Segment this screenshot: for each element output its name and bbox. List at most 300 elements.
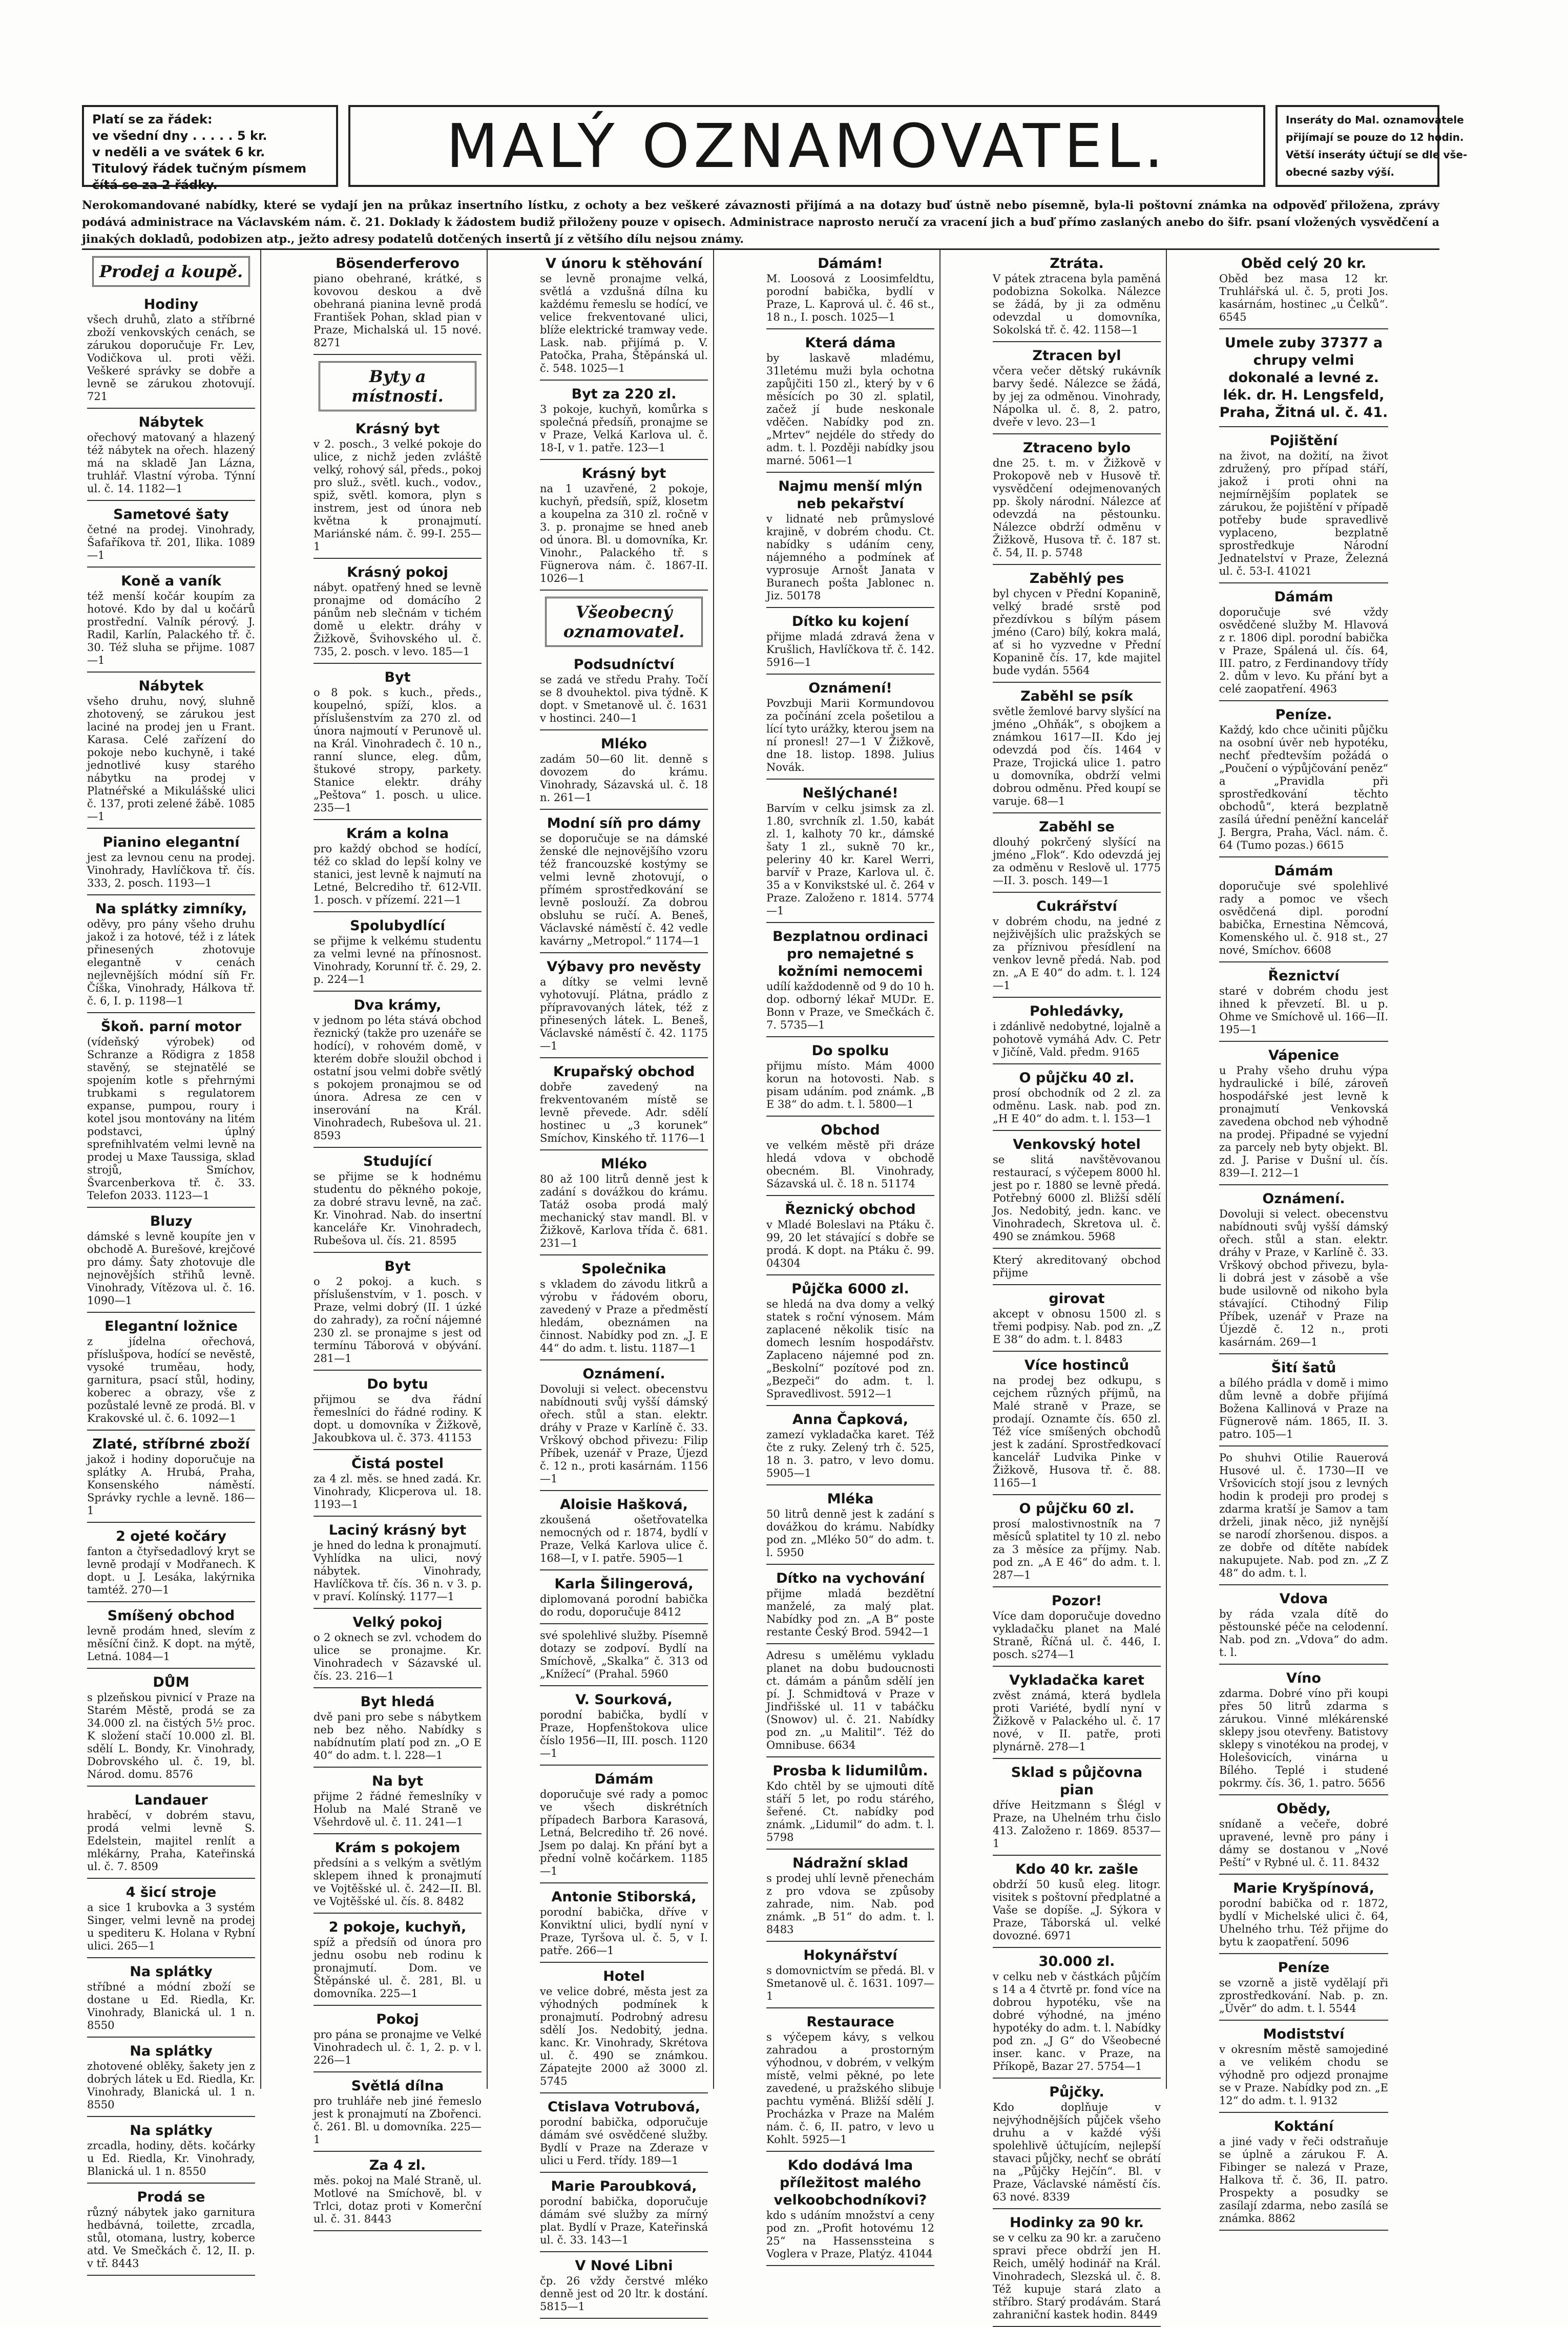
classified-ad: [1219, 962, 1388, 1042]
classified-ad: [87, 1208, 255, 1313]
ad-heading: O půjčku 60 zl.: [1019, 1501, 1135, 1517]
ad-body: porodní babička, bydlí v Praze, Hopfenštokova ulice číslo 1956—II, III. posch. 1120—1: [540, 1709, 708, 1759]
classified-ad: [766, 1485, 934, 1565]
classified-ad: [766, 1406, 934, 1485]
ad-heading: Která dáma: [805, 335, 896, 351]
classified-ad: [766, 1037, 934, 1117]
ad-body: se vzorně a jistě vydělají při zprostředkování. Nab. p. zn. „Úvěr“ do adm. t. l. 5544: [1219, 1977, 1388, 2015]
ad-body: a bílého prádla v domě i mimo dům levně a dobře přijímá Božena Kallinová v Praze na Fügnerově nám. 1865, II. 3. patro. 105—1: [1219, 1377, 1388, 1440]
ad-body: se přijme se k hodnému studentu do pěkného pokoje, za dobré stravu levně, na zač. Kr. Vinohrad. Nab. do insertní kanceláře Kr. Vinohradech, Rubešova ul. čís. 21. 8595: [313, 1170, 482, 1247]
ad-heading: Na splátky: [130, 2043, 213, 2059]
classified-ad: [313, 415, 482, 559]
ad-heading: Dámám: [1274, 863, 1333, 879]
ad-body: doporučuje své rady a pomoc ve všech diskrétních případech Barbora Karasová, Letná, Belcrediho tř. 26 nové. Jsem po dalaj. Kn přání byt a přední volně kočárkem. 1185—1: [540, 1788, 708, 1877]
ad-body: pro truhláře neb jiné řemeslo jest k pronajmutí na Zbořenci. č. 261. Bl. u domovníka. 225—1: [313, 2095, 482, 2146]
ad-heading: Půjčka 6000 zl.: [791, 1281, 909, 1297]
ad-heading: Bluzy: [150, 1213, 193, 1229]
ad-body: zhotovené oblěky, šakety jen z dobrých látek u Ed. Riedla, Kr. Vinohrady, Blanická ul. 1 n. 8550: [87, 2060, 255, 2111]
ad-body: dobře zavedený na frekventovaném místě se levně převede. Adr. sdělí hostinec u „3 korunek“ Smíchov, Kinského tř. 1176—1: [540, 1081, 708, 1144]
ad-body: 3 pokoje, kuchyň, komůrka s společná předsíň, pronajme se v Praze, Velká Karlova ul. č. 18-I, v 1. patře. 123—1: [540, 403, 708, 454]
ad-heading: Pozor!: [1051, 1593, 1102, 1609]
classified-ad: [313, 2152, 482, 2231]
ad-heading: Více hostinců: [1024, 1357, 1130, 1373]
classified-ad: [993, 893, 1161, 998]
classified-ad: [766, 780, 934, 923]
ad-heading: Mléka: [827, 1491, 874, 1507]
ad-heading: Výbavy pro nevěsty: [547, 959, 701, 975]
classified-ad: [87, 2184, 255, 2276]
classified-ad: [993, 434, 1161, 565]
ad-heading: Pianino elegantní: [102, 834, 240, 850]
classified-ad: [540, 2093, 708, 2173]
classified-ad: [766, 1942, 934, 2008]
classified-ad: [766, 2008, 934, 2152]
ad-heading: Ctislava Votrubová,: [547, 2099, 701, 2115]
ad-heading: Ztracen byl: [1032, 348, 1121, 364]
price-line: ve všední dny . . . . . 5 kr.: [92, 129, 267, 143]
classified-ad: [1219, 329, 1388, 427]
ad-heading: Modní síň pro dámy: [547, 815, 701, 831]
ad-heading: Krám a kolna: [346, 826, 449, 842]
classified-ad: [1219, 701, 1388, 857]
classified-ad: [993, 1352, 1161, 1495]
classified-ad: [766, 923, 934, 1037]
ad-body: a sice 1 krubovka a 3 systém Singer, velmi levně na prodej u spediteru K. Holana v Rybní ulici. 265—1: [87, 1901, 255, 1952]
ad-heading: V únoru k stěhování: [546, 256, 702, 271]
ad-body: Adresu s umělému vykladu planet na dobu budoucnosti ct. dámám a pánům sdělí jen pí. J. Schmidtová v Praze v Jindřišské ul. 11 v tabáčku (Snowov) ul. č. 21. Nabídky pod zn. „u Malitil“. Též do Omnibuse. 6634: [766, 1649, 934, 1751]
ad-heading: Koně a vaník: [121, 573, 221, 589]
classified-ad: [1219, 583, 1388, 701]
ad-heading: Dámám: [594, 1771, 654, 1787]
ad-body: na život, na dožití, na život združený, pro případ stáří, jakož i proti ohni na nejmírnějším poplatek se zárukou, že pojištění v případě potřeby bude spravedlivě vyplaceno, bezplatně sprostředkuje Národní Jednatelství v Praze, Železná ul. č. 53-I. 41021: [1219, 450, 1388, 577]
classified-ad: [313, 1688, 482, 1768]
ad-heading: Ztraceno bylo: [1022, 440, 1131, 456]
ad-body: porodní babička, dříve v Konviktní ulici, bydlí nyní v Praze, Tyršova ul. č. 5, v I. patře. 266—1: [540, 1906, 708, 1957]
ad-body: s prodej uhlí levně přenechám z pro vdova se způsoby zahrade, nim. Nab. pod známk. „B 51“ do adm. t. l. 8483: [766, 1872, 934, 1936]
classified-ad: [993, 2209, 1161, 2327]
ad-body: prosí obchodník od 2 zl. za odměnu. Lask. nab. pod zn. „H E 40“ do adm. t. l. 153—1: [993, 1087, 1161, 1125]
ad-heading: Dva krámy,: [353, 997, 442, 1013]
ad-body: Který akreditovaný obchod přijme: [993, 1254, 1161, 1279]
classified-ad: [766, 1644, 934, 1757]
ad-body: 50 litrů denně jest k zadání s dovážkou do krámu. Nabídky pod zn. „Mléko 50“ do adm. t. l. 5950: [766, 1508, 934, 1559]
ad-body: četné na prodej. Vinohrady, Šafaříkova tř. 201, Ilika. 1089—1: [87, 523, 255, 561]
ad-body: kdo s udáním množství a ceny pod zn. „Profit hotovému 12 25“ na Hassenssteina s Voglera v Praze, Platýz. 41044: [766, 2209, 934, 2260]
ad-heading: Oznámení.: [582, 1366, 665, 1382]
ad-body: dvě pani pro sebe s nábytkem neb bez něho. Nabídky s nabídnutím platí pod zn. „O E 40“ do adm. t. l. 228—1: [313, 1711, 482, 1762]
classified-ad: [993, 1249, 1161, 1285]
classified-ad: [313, 912, 482, 992]
ad-body: nábyt. opatřený hned se levně pronajme od domácího 2 pánům neb slečnám v tichém domě u elektr. dráhy v Žižkově, Švihovského ul. č. 735, 2. posch. v levo. 185—1: [313, 581, 482, 658]
ad-body: své spolehlivé služby. Písemně dotazy se zodpoví. Bydlí na Smíchově, „Skalka“ č. 313 od „Knížecí“ (Prahal. 5960: [540, 1629, 708, 1680]
classified-ad: [540, 1255, 708, 1360]
ad-body: se doporučuje se na dámské ženské dle nejnovějšího vzoru též francouzské kostýmy se velmi levně zhotovují, o přímém sprostředkování se levně poslouží. Za dobrou obsluhu se ručí. A. Beneš, Václavské náměstí č. 42 vedle kavárny „Metropol.“ 1174—1: [540, 832, 708, 947]
classified-ad: [993, 565, 1161, 683]
ad-body: hraběcí, v dobrém stavu, prodá velmi levně S. Edelstein, majitel renlít a mlékárny, Praha, Kateřinská ul. č. 7. 8509: [87, 1809, 255, 1873]
ad-body: porodní babička od r. 1872, bydlí v Michelské ulici č. 64, Uhelného trhu. Též přijme do bytu k zaopatření. 5096: [1219, 1897, 1388, 1948]
ad-heading: Byt za 220 zl.: [571, 386, 677, 402]
classified-ad: [313, 1253, 482, 1371]
classified-ad: [993, 1856, 1161, 1948]
ad-body: by ráda vzala dítě do pěstounské péče na celodenní. Nab. pod zn. „Vdova“ do adm. t. l.: [1219, 1608, 1388, 1659]
classified-ad: [1219, 1185, 1388, 1354]
ad-heading: Řeznictví: [1268, 968, 1340, 984]
classified-ad: [87, 1669, 255, 1787]
ad-heading: Vápenice: [1268, 1047, 1340, 1063]
classified-ad: [1219, 1875, 1388, 1954]
ad-heading: Karla Šilingerová,: [554, 1576, 694, 1592]
ad-heading: Obědy,: [1277, 1801, 1331, 1817]
classified-ad: [1219, 1354, 1388, 1446]
classified-ad: [313, 1768, 482, 1834]
ad-heading: Umele zuby 37377 a chrupy velmi dokonalé a levné z. lék. dr. H. Lengsfeld, Praha, Žitná ul. č. 41.: [1219, 335, 1388, 421]
ad-heading: Venkovský hotel: [1013, 1137, 1141, 1152]
ad-heading: Dámám!: [818, 256, 883, 271]
ad-body: zamezí vykladačka karet. Též čte z ruky. Zelený trh č. 525, 18 n. 3. patro, v levo domu. 5905—1: [766, 1429, 934, 1479]
ad-heading: Na splátky: [130, 1964, 213, 1980]
classified-ad: [993, 683, 1161, 813]
classified-ad: [766, 608, 934, 675]
ad-body: 80 až 100 litrů denně jest k zadání s dovážkou do krámu. Tatáž osoba prodá malý mechanický stav mandl. Bl. v Žižkově, Karlova třída č. 681. 231—1: [540, 1173, 708, 1249]
ad-heading: Společnika: [581, 1261, 666, 1277]
ad-heading: Krásný byt: [581, 466, 666, 481]
section-heading: Prodej a koupě.: [92, 256, 250, 287]
classified-ad: [1219, 2113, 1388, 2231]
insertion-info-box: [1276, 105, 1468, 187]
ad-heading: Pokoj: [376, 2011, 419, 2027]
ad-heading: Krásný pokoj: [347, 564, 448, 580]
ad-heading: Oběd celý 20 kr.: [1241, 256, 1367, 271]
ad-body: i zdánlivě nedobytné, lojalně a pohotově vymáhá Adv. C. Petr v Jičíně, Vald. předm. 9165: [993, 1020, 1161, 1058]
classified-ad: [87, 1431, 255, 1523]
classified-ad: [540, 1624, 708, 1686]
ad-body: Oběd bez masa 12 kr. Truhlářská ul. č. 5, proti Jos. kasárnám, hostinec „u Čelků“. 6545: [1219, 272, 1388, 323]
ad-body: zvěst známá, která bydlela proti Variété, bydlí nyní v Žižkově v Palackého ul. č. 17 nové, v II. patře, proti plynárně. 278—1: [993, 1689, 1161, 1753]
ad-body: zrcadla, hodiny, děts. kočárky u Ed. Riedla, Kr. Vinohrady, Blanická ul. 1 n. 8550: [87, 2140, 255, 2177]
ad-heading: Velký pokoj: [352, 1615, 443, 1630]
ad-heading: Smíšený obchod: [107, 1608, 235, 1624]
classified-ad: [766, 329, 934, 473]
ad-heading: Víno: [1286, 1670, 1321, 1686]
ad-heading: Hodinky za 90 kr.: [1010, 2215, 1144, 2231]
ad-body: v jednom po léta stává obchod řeznický (takže pro uzenáře se hodící), v rohovém domě, v kterém dobře sloužil obchod i ostatní jsou velmi dobře světlý s pokojem pronajmou se od února. Adresa ze cen v inserování na Král. Vinohradech, Rubešova ul. 21. 8593: [313, 1014, 482, 1142]
info-line: přijímají se pouze do 12 hodin.: [1286, 131, 1464, 143]
ad-body: oděvy, pro pány všeho druhu jakož i za hotové, též i z látek přinesených zhotovuje elegantně v cenách nejlevnějších módní síň Fr. Číška, Vinohrady, Hálkova tř. č. 6, I. p. 1198—1: [87, 918, 255, 1007]
ad-body: Barvím v celku jsimsk za zl. 1.80, svrchník zl. 1.50, kabát zl. 1, kalhoty 70 kr., dámské šaty 1 zl., sukně 70 kr., peleriny 40 kr. Karel Werri, barvíř v Praze, Karlova ul. č. 35 a v Konvikstské ul. č. 264 v Praze. Založeno r. 1814. 5774—1: [766, 802, 934, 917]
ad-heading: Marie Paroubková,: [551, 2178, 697, 2194]
classified-ad: [313, 1609, 482, 1688]
ad-heading: Aloisie Hašková,: [560, 1497, 688, 1513]
ad-heading: Spolubydlící: [350, 918, 445, 934]
ad-body: s domovnictvím se předá. Bl. v Smetanově ul. č. 1631. 1097—1: [766, 1964, 934, 2002]
classified-ad: [1219, 1446, 1388, 1585]
section-heading: Všeobecný oznamovatel.: [545, 597, 703, 647]
ad-body: Každý, kdo chce učiniti půjčku na osobní úvěr neb hypotéku, nechť předtevším požádá o „Poučení o výpůjčování peněz“ a „Pravidla při sprostředkování těchto obchodů“, která bezplatně zasílá úřední peněžní kancelář J. Bergra, Praha, Václ. nám. č. 64 (Tumo pozas.) 6615: [1219, 724, 1388, 851]
classified-ad: [313, 559, 482, 664]
ad-heading: Cukrářství: [1036, 898, 1117, 914]
ad-heading: Studující: [363, 1154, 432, 1169]
ad-body: přijme 2 řádné řemeslníky v Holub na Malé Straně ve Všehrdově ul. č. 11. 241—1: [313, 1790, 482, 1828]
ad-body: přijmu místo. Mám 4000 korun na hotovosti. Nab. s pisam udáním. pod známk. „B E 38“ do adm. t. l. 5800—1: [766, 1060, 934, 1110]
ad-heading: O půjčku 40 zl.: [1019, 1070, 1135, 1086]
classified-ad: [87, 1879, 255, 1958]
ad-body: Dovoluji si velect. obecenstvu nabídnouti svůj vyšší dámský ořech. stůl a stan. elektr. dráhy v Praze, v Karlíně č. 33. Vrškový obchod přivezu, byla-li dobrá jest v zásobě a vše bude usilovně od nikoho byla stávající. Ctihodný Filip Příbek, uzenář v Praze na Újezdě č. 12 n., proti kasárnám. 269—1: [1219, 1208, 1388, 1348]
ad-body: diplomovaná porodní babička do rodu, doporučuje 8412: [540, 1593, 708, 1618]
ad-body: o 2 oknech se zvl. vchodem do ulice se pronajme. Kr. Vinohradech v Sázavské ul. čís. 23. 216—1: [313, 1631, 482, 1682]
classified-ad: [540, 460, 708, 591]
ad-heading: Nádražní sklad: [792, 1855, 909, 1871]
ad-body: by laskavě mladému, 31letému muži byla ochotna zapůjčiti 150 zl., který by v 6 měsících po 30 zl. splatil, začež jí bude neskonale vděčen. Nabídky pod zn. „Mrtev“ nejdéle do středy do adm. t. l. Později nabídky jsou marné. 5061—1: [766, 352, 934, 467]
ad-heading: Řeznický obchod: [785, 1202, 916, 1218]
ad-body: stříbné a módní zboží se dostane u Ed. Riedla, Kr. Vinohrady, Blanická ul. 1 n. 8550: [87, 1981, 255, 2031]
ad-heading: Ztráta.: [1050, 256, 1104, 271]
classified-ad: [540, 1150, 708, 1255]
classified-ad: [1219, 1665, 1388, 1795]
ad-heading: Krám s pokojem: [334, 1840, 461, 1856]
ad-heading: Koktání: [1273, 2119, 1334, 2134]
ad-heading: Zaběhl se psík: [1020, 688, 1133, 704]
classified-ad: [540, 953, 708, 1058]
ad-heading: Na byt: [371, 1773, 424, 1789]
ad-body: Kdo chtěl by se ujmouti dítě stáří 5 let, po rodu stárého, šeřené. Ct. nabídky pod známk. „Lidumil“ do adm. t. l. 5798: [766, 1780, 934, 1843]
classified-columns: [82, 250, 1439, 2321]
ad-body: akcept v obnosu 1500 zl. s třemi podpisy. Nab. pod zn. „Z E 38“ do adm. t. l. 8483: [993, 1308, 1161, 1346]
ad-body: přijme mladá bezdětní manželé, za malý plat. Nabídky pod zn. „A B“ poste restante Český Brod. 5942—1: [766, 1587, 934, 1638]
ad-heading: Dítko na vychování: [776, 1570, 925, 1586]
classified-ad: [87, 1013, 255, 1208]
classified-ad: [313, 1450, 482, 1517]
ad-body: všech druhů, zlato a stříbrné zboží venkovských cenách, se zárukou doporučuje Fr. Lev, Vodičkova ul. proti věži. Veškeré správky se dobře a levně se zárukou zhotovují. 721: [87, 313, 255, 403]
ad-body: udílí každodenně od 9 do 10 h. dop. odborný lékař MUDr. E. Bonn v Praze, ve Smečkách č. 7. 5735—1: [766, 980, 934, 1031]
column-1: [82, 250, 261, 2270]
ad-body: v lidnaté neb průmyslové krajině, v dobrém chodu. Ct. nabídky s udáním ceny, nájemného a podmínek ať vyprosuje Arnošt Janata v Buranech pošta Jablonec n. Jiz. 50178: [766, 513, 934, 602]
ad-heading: Zlaté, stříbrné zboží: [92, 1436, 250, 1452]
ad-body: porodní babička, doporučuje dámám své služby za mírný plat. Bydlí v Praze, Kateřinská ul. č. 33. 143—1: [540, 2195, 708, 2246]
ad-body: za 4 zl. měs. se hned zadá. Kr. Vinohrady, Klicperova ul. 18. 1193—1: [313, 1473, 482, 1511]
ad-body: zkoušená ošetřovatelka nemocných od r. 1874, bydlí v Praze, Velká Karlova ulice č. 168—I, v I. patře. 5905—1: [540, 1514, 708, 1564]
classified-ad: [993, 1948, 1161, 2079]
administration-notice: [82, 197, 1439, 250]
ad-body: porodní babička, odporučuje dámám své osvědčené služby. Bydlí v Praze na Zderaze v ulici u Ferd. třídy. 189—1: [540, 2116, 708, 2167]
ad-body: se přijme k velkému studentu za velmi levné na přínosnost. Vinohrady, Korunní tř. č. 29, 2. p. 224—1: [313, 935, 482, 986]
ad-body: s plzeňskou pivnicí v Praze na Starém Městě, prodá se za 34.000 zl. na čistých 5½ proc. K složení stačí 10.000 zl. Bl. sdělí L. Bondy, Kr. Vinohrady, Dobrovského ul. č. 19, bl. Národ. domu. 8576: [87, 1691, 255, 1780]
ad-body: na prodej bez odkupu, s cejchem různých příjmů, na Malé straně v Praze, se prodají. Oznamte čís. 650 zl. Též více smíšených obchodů jest k zadání. Sprostředkovací kancelář Ludvika Pinke v Žižkově, Husova tř. č. 88. 1165—1: [993, 1374, 1161, 1489]
classified-ad: [993, 1131, 1161, 1249]
classified-ad: [993, 1587, 1161, 1667]
classified-ad: [1219, 2021, 1388, 2113]
classified-ad: [313, 1371, 482, 1450]
classified-ad: [540, 1570, 708, 1624]
ad-body: Více dam doporučuje dovedno vykladačku planet na Malé Straně, Říčná ul. č. 446, I. posch. s274—1: [993, 1610, 1161, 1661]
page-title: MALÝ OZNAMOVATEL.: [446, 111, 1168, 181]
classified-ad: [1219, 857, 1388, 962]
ad-body: je hned do ledna k pronajmutí. Vyhlídka na ulici, nový nábytek. Vinohrady, Havlíčkova tř. čís. 36 n. v 3. p. v praví. Kolínský. 1177—1: [313, 1539, 482, 1603]
classified-ad: [87, 1523, 255, 1602]
classified-ad: [87, 2038, 255, 2117]
ad-body: v dobrém chodu, na jedné z nejživějších ulic pražských se za příznivou přesídlení na venkov levně předá. Nab. pod zn. „A E 40“ do adm. t. l. 124—1: [993, 915, 1161, 992]
classified-ad: [313, 2072, 482, 2152]
ad-heading: Čistá postel: [351, 1456, 444, 1472]
column-5: [988, 250, 1167, 2321]
ad-body: piano obehrané, krátké, s kovovou deskou a dvě obehraná pianina levně prodá František Pohan, sklad pian v Praze, Michalská ul. 15 nové. 8271: [313, 272, 482, 349]
price-line: čítá se za 2 řádky.: [92, 178, 218, 192]
ad-heading: Do spolku: [811, 1043, 889, 1059]
classified-ad: [540, 250, 708, 381]
ad-body: doporučuje své spolehlivé rady a pomoc ve všech osvědčená dipl. porodní babička, Ernestina Němcová, Komenského ul. č. 918 st., 27 nové, Smíchov. 6608: [1219, 880, 1388, 956]
ad-body: fanton a čtyřsedadlový kryt se levně prodají v Modřanech. K dopt. u J. Lesáka, lakýrnika tamtéž. 270—1: [87, 1545, 255, 1596]
ad-body: ve velice dobré, města jest za výhodných podmínek k pronajmutí. Podrobný adresu sdělí Jos. Nedobitý, jedna. kanc. Kr. Vinohrady, Skrétova ul. č. 490 se známkou. Zápatejte 2000 až 3000 zl. 5745: [540, 1985, 708, 2087]
ad-heading: girovat: [1049, 1291, 1105, 1307]
ad-heading: Pojištění: [1269, 433, 1338, 449]
classified-ad: [993, 813, 1161, 893]
classified-ad: [313, 820, 482, 912]
ad-heading: Pohledávky,: [1030, 1003, 1124, 1019]
ad-body: též menší kočár koupím za hotové. Kdo by dal u kočárů prostřední. Valník pérový. J. Radil, Karlín, Palackého tř. č. 30. Též sluha se přijme. 1087—1: [87, 590, 255, 666]
ad-body: dne 25. t. m. v Žižkově v Prokopově neb v Husově tř. vysvědčení odejmenovaných pp. školy národní. Nálezce ať odevzdá na pěstounku. Nálezce obdrží odměnu v Žižkově, Husova tř. č. 187 st. č. 54, II. p. 5748: [993, 457, 1161, 559]
masthead: [82, 105, 1468, 195]
ad-body: V pátek ztracena byla paměná podobizna Sokolka. Nálezce se žádá, by ji za odměnu odevzdal u domovníka, Sokolská tř. č. 42. 1158—1: [993, 272, 1161, 336]
ad-heading: Světlá dílna: [351, 2078, 444, 2094]
classified-ad: [313, 2006, 482, 2072]
ad-heading: Prosba k lidumilům.: [772, 1763, 928, 1779]
ad-heading: Podsudníctví: [573, 657, 675, 673]
classified-ad: [766, 1757, 934, 1850]
price-line: v neděli a ve svátek 6 kr.: [92, 145, 265, 159]
ad-heading: Do bytu: [367, 1376, 428, 1392]
classified-ad: [313, 992, 482, 1148]
ad-body: u Prahy všeho druhu výpa hydraulické i bílé, zároveň hospodářské jest levně k pronajmutí Venkovská zavedena obchod neb výhodně na prodej. Připadné se vyjední za parcely neb byty objekt. Bl. zd. J. Parise v Dušní ul. čís. 839—I. 212—1: [1219, 1064, 1388, 1179]
info-line: Inseráty do Mal. oznamovatele: [1286, 114, 1464, 126]
ad-body: prosí malostivnostník na 7 měsíců splatitel ty 10 zl. nebo za 3 měsíce za příjmy. Nab. pod zn. „A E 46“ do adm. t. l. 287—1: [993, 1518, 1161, 1581]
ad-body: dlouhý pokrčený slyšící na jméno „Flok“. Kdo odevzdá jej za odměnu v Reslově ul. 1775—II. 3. posch. 149—1: [993, 836, 1161, 887]
classified-ad: [87, 568, 255, 673]
ad-heading: Vykladačka karet: [1009, 1672, 1144, 1688]
ad-body: M. Loosová z Loosimfeldtu, porodní babička, bydlí v Praze, L. Kaprová ul. č. 46 st., 18 n., I. posch. 1025—1: [766, 272, 934, 323]
ad-body: Povzbuji Marii Kormundovou za počínání zcela pošetilou a lící tyto urážky, kterou jsem na ní pronesl! 27—1 V Žižkově, dne 18. listop. 1898. Julius Novák.: [766, 697, 934, 773]
ad-body: ořechový matovaný a hlazený též nábytek na ořech. hlazený má na skladě Jan Lázna, truhlář. Vlastní výroba. Týnní ul. č. 14. 1182—1: [87, 431, 255, 495]
ad-heading: Dítko ku kojení: [791, 614, 909, 630]
ad-body: o 8 pok. s kuch., předs., koupelnó, spíží, klos. a příslušenstvím za 270 zl. od února najmoutí v Perunově ul. na Král. Vinohradech č. 10 n., ranní slunce, eleg. dům, štukové stropy, parkety. Stanice elektr. dráhy „Peštova“ 1. posch. u ulice. 235—1: [313, 686, 482, 814]
classified-ad: [87, 1787, 255, 1879]
ad-heading: Peníze: [1278, 1960, 1330, 1976]
classified-ad: [993, 250, 1161, 342]
classified-ad: [540, 2173, 708, 2252]
classified-ad: [766, 1565, 934, 1644]
price-box: [82, 105, 338, 192]
ad-body: Po shuhvi Otilie Rauerová Husové ul. č. 1730—II ve Vršovicích stojí jsou z levných hodin k prodeji pro prodej s zdarma kratší je Samov a tam drželi, jinak něco, již nynější se narodí zhoršenou. dispos. a ze dobře od dítěte nabídek nakupujete. Nab. pod zn. „Z Z 48“ do adm. t. l.: [1219, 1452, 1388, 1579]
ad-body: pro každý obchod se hodící, též co sklad do lepší kolny ve stanici, jest levně k najmutí na Letné, Belcrediho tř. 612-VII. 1. posch. v přízemí. 221—1: [313, 843, 482, 906]
ad-heading: Antonie Stiborská,: [551, 1889, 697, 1905]
ad-body: Kdo doplňuje v nejvýhodnějších půjček všeho druhu a v každé výši spolehlivě účtujícím, nejlepší stavaci půjčky, nechť se obrátí na „Půjčky Hejčín“. Bl. v Praze, Václavské náměstí čís. 63 nové. 8339: [993, 2101, 1161, 2203]
ad-body: doporučuje své vždy osvědčené služby M. Hlavová z r. 1806 dipl. porodní babička v Praze, Spálená ul. čís. 64, III. patro, z Ferdinandovy třídy 2. dům v levo. Ku přání byt a celé zaopatření. 4963: [1219, 606, 1388, 695]
ad-heading: Šití šatů: [1271, 1360, 1336, 1376]
classified-ad: [87, 1958, 255, 2038]
classified-ad: [540, 1686, 708, 1766]
ad-heading: Vdova: [1279, 1591, 1328, 1607]
classified-ad: [993, 1667, 1161, 1759]
ad-heading: Laciný krásný byt: [328, 1522, 467, 1538]
ad-heading: Zaběhl se: [1039, 819, 1115, 835]
classified-ad: [766, 1275, 934, 1406]
classified-ad: [993, 1495, 1161, 1587]
ad-heading: Za 4 zl.: [369, 2157, 426, 2173]
ad-body: se v celku za 90 kr. a zaručeno spravi přece obdrží jen H. Reich, umělý hodinář na Král. Vinohradech, Slezská ul. č. 8. Též kupuje stará zlato a stříbro. Starý prodávám. Stará zahraniční kastek hodin. 8449: [993, 2232, 1161, 2321]
ad-body: byl chycen v Přední Kopanině, velký bradé srstě pod přezdívkou s bílým pásem jméno (Caro) bílý, kokra malá, ať si ho vyzvedne v Přední Kopanině čís. 17, kde majitel bude vydán. 5564: [993, 588, 1161, 677]
notice-text: Nerokomandované nabídky, které se vydají jen na průkaz insertního lístku, z ochoty a bez veškeré závaznosti přijímá a na dotazy buď ústně nebo písemně, byla-li poštovní známka na odpověď přiložena, zprávy podává administrace na Václavském nám. č. 21. Doklady k žádostem budiž přiloženy pouze v opisech. Administrace naprosto neručí za vracení jich a buď přímo zaslaných anebo do šifr. psaní vložených vysvědčení a jinakých dokladů, podobizen atp., ježto adresy podatelů dotčených insertů jí z většího dílu nejsou známy.: [82, 199, 1439, 246]
ad-body: měs. pokoj na Malé Straně, ul. Motlové na Smíchově, bl. v Trlci, dotaz proti v Komerční ul. č. 31. 8443: [313, 2174, 482, 2225]
classified-ad: [87, 1313, 255, 1431]
classified-ad: [766, 1850, 934, 1942]
ad-body: různý nábytek jako garnitura hedbávná, toilette, zrcadla, stůl, otomana, lustry, koberce atd. Ve Smečkách č. 12, II. p. v tř. 8443: [87, 2206, 255, 2270]
ad-heading: Elegantní ložnice: [104, 1318, 238, 1334]
ad-body: pro pána se pronajme ve Velké Vinohradech ul. č. 1, 2. p. v l. 226—1: [313, 2028, 482, 2066]
ad-heading: Nábytek: [138, 678, 204, 694]
classified-ad: [993, 2079, 1161, 2209]
ad-body: přijmou se dva řádní řemeslníci do řádné rodiny. K dopt. u domovníka v Žižkově, Jakoubkova ul. č. 373. 41153: [313, 1393, 482, 1444]
ad-heading: Zaběhlý pes: [1029, 571, 1124, 586]
ad-body: s vkladem do závodu litkrů a výrobu v řádovém oboru, zavedený v Praze a předměstí hledám, obeznámen na činnost. Nabídky pod zn. „J. E 44“ do adm. t. listu. 1187—1: [540, 1278, 708, 1354]
classified-ad: [87, 291, 255, 409]
ad-body: a jiné vady v řeči odstraňuje se úplně a zárukou F. A. Fibinger se nalezá v Praze, Halkova tř. č. 36, II. patro. Prospekty a posudky se zasílají zdarma, nebo zasílá se známka. 8862: [1219, 2135, 1388, 2225]
classified-ad: [313, 664, 482, 820]
ad-body: snídaně a večeře, dobré upravené, levně pro pány i dámy se dostanou v „Nové Peští“ v Rybné ul. č. 11. 8432: [1219, 1818, 1388, 1869]
ad-body: o 2 pokoj. a kuch. s příslušenstvím, v 1. posch. v Praze, velmi dobrý (II. 1 úzké do zahrady), za roční nájemné 230 zl. se pronajme s jest od termínu Táborová v obývání. 281—1: [313, 1275, 482, 1365]
ad-heading: Půjčky.: [1049, 2084, 1104, 2100]
ad-body: v celku neb v částkách půjčím s 14 a 4 čtvrtě pr. fond více na dobrou hypotéku, vše na dobré výhodné, na jméno hypotéky do adm. t. l. Nabídky pod zn. „J G“ do Všeobecné inser. kanc. v Praze, na Příkopě, Bazar 27. 5754—1: [993, 1970, 1161, 2072]
classified-ad: [540, 1883, 708, 1963]
ad-heading: Dámám: [1274, 589, 1333, 605]
ad-heading: Landauer: [134, 1792, 208, 1808]
ad-heading: 2 ojeté kočáry: [116, 1528, 226, 1544]
ad-body: světle žemlové barvy slyšící na jméno „Ohňák“, s obojkem a známkou 1617—II. Kdo jej odevzdá pod čís. 1464 v Praze, Trojická ulice 1. patro u domovníka, obdrží velmi dobrou odměnu. Před koupí se varuje. 68—1: [993, 705, 1161, 807]
ad-heading: Hokynářství: [803, 1947, 897, 1963]
classified-ad: [540, 1360, 708, 1491]
ad-heading: Peníze.: [1275, 707, 1332, 723]
ad-heading: Hotel: [603, 1968, 645, 1984]
classified-ad: [993, 342, 1161, 434]
classified-ad: [87, 2117, 255, 2184]
section-heading: Byty a místnosti.: [319, 361, 476, 411]
classified-ad: [87, 829, 255, 895]
ad-heading: Bösenderferovo: [336, 256, 459, 271]
classified-ad: [766, 1117, 934, 1196]
column-3: [535, 250, 714, 2313]
ad-body: levně prodám hned, slevím z měsíční činž. K dopt. na mýtě, Letná. 1084—1: [87, 1625, 255, 1663]
classified-ad: [993, 1759, 1161, 1856]
classified-ad: [87, 409, 255, 501]
classified-ad: [87, 1602, 255, 1669]
classified-ad: [540, 381, 708, 460]
ad-heading: 4 šicí stroje: [126, 1884, 217, 1900]
ad-body: jest za levnou cenu na prodej. Vinohrady, Havlíčkova tř. čís. 333, 2. posch. 1193—1: [87, 851, 255, 889]
classified-ad: [1219, 250, 1388, 329]
ad-heading: Byt: [384, 669, 411, 685]
price-line: Platí se za řádek:: [92, 112, 213, 127]
ad-heading: Krásný byt: [355, 421, 440, 437]
ad-body: staré v dobrém chodu jest ihned k převzetí. Bl. u p. Ohme ve Smíchově ul. 166—II. 195—1: [1219, 985, 1388, 1036]
ad-body: všeho druhu, nový, sluhně zhotovený, se zárukou jest laciné na prodej jen u Frant. Karasa. Celé zařízení do pokoje nebo kuchyně, i také jednotlivé kusy starého nábytku na prodej v Platnéřské a Mikulášské ulici č. 137, proti zelené žábě. 1085—1: [87, 695, 256, 823]
info-line: obecné sazby výší.: [1286, 166, 1395, 178]
ad-heading: V Nové Libni: [575, 2258, 673, 2274]
classified-ad: [540, 1491, 708, 1570]
ad-heading: Anna Čapková,: [792, 1412, 909, 1428]
ad-heading: Prodá se: [137, 2189, 205, 2205]
classified-ad: [993, 1064, 1161, 1131]
classified-ad: [540, 2252, 708, 2319]
ad-body: spíž a předsíň od února pro jednu osobu neb rodinu k pronajmutí. Dom. ve Štěpánské ul. č. 281, Bl. u domovníka. 225—1: [313, 1936, 482, 2000]
classified-ad: [540, 1058, 708, 1150]
ad-heading: Krupařský obchod: [553, 1064, 695, 1080]
